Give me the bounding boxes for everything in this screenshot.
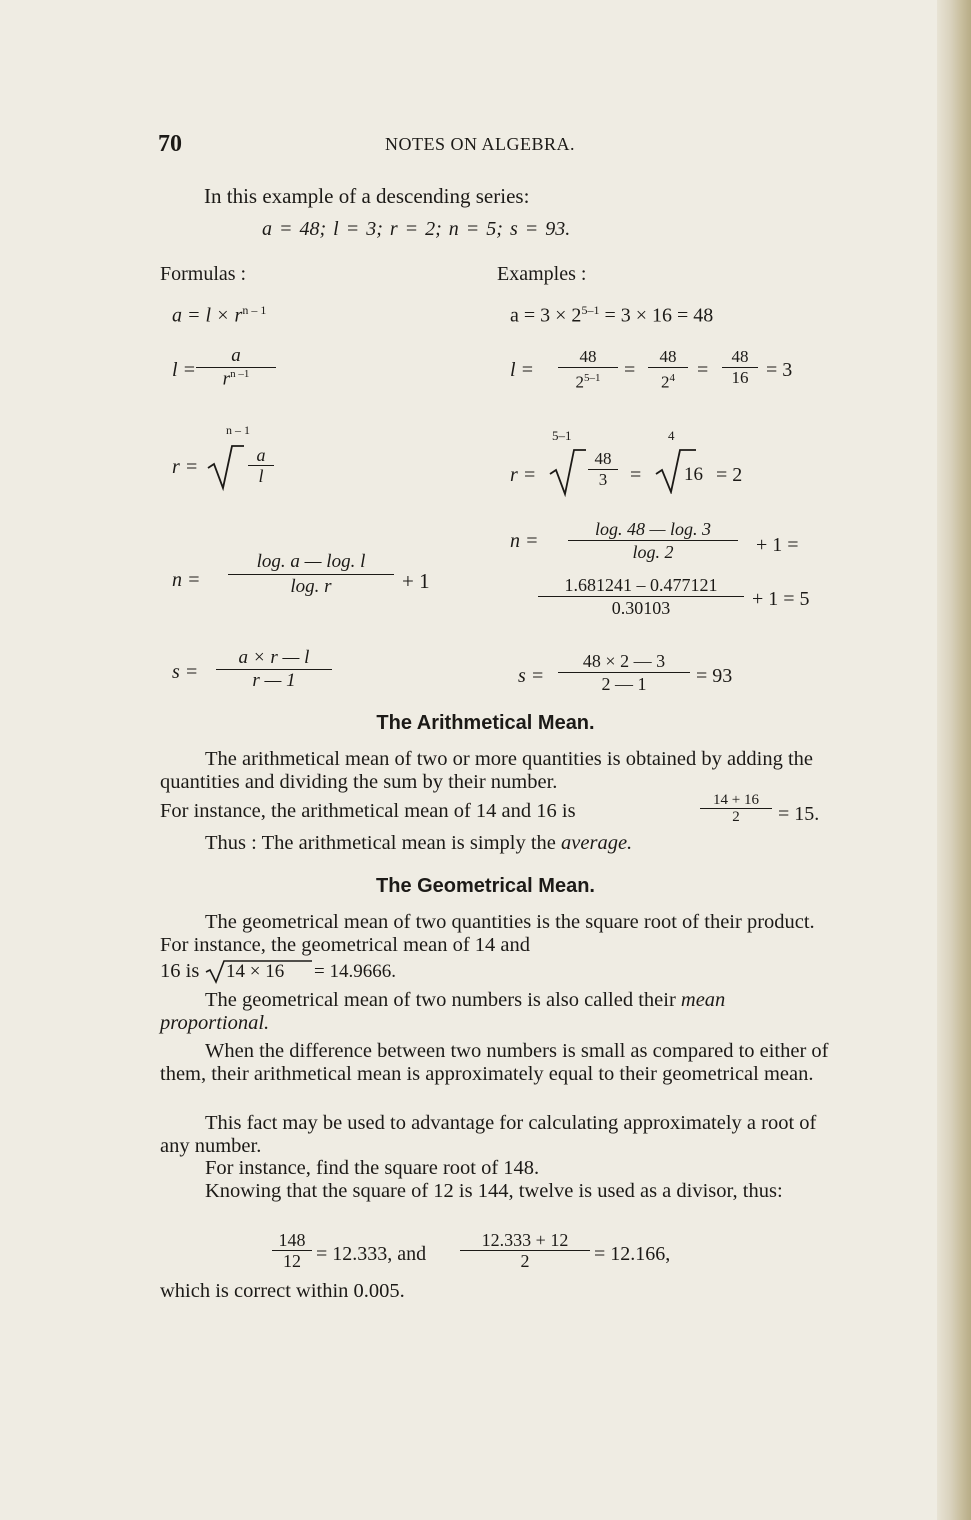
geometrical-mean-paragraph-1: The geometrical mean of two quantities is the square root of their product. For instance, the geometrical mean of 14 and: [160, 911, 815, 956]
formula-n-lhs: n =: [172, 569, 201, 591]
formula-l-den-exp: n –1: [230, 368, 250, 380]
geometrical-mean-paragraph-6: Knowing that the square of 12 is 144, twelve is used as a divisor, thus:: [205, 1180, 783, 1202]
example-n-num: log. 48 — log. 3: [594, 519, 711, 539]
formula-r-lhs: r =: [172, 456, 199, 478]
formula-n-num: log. a — log. l: [256, 551, 366, 572]
formula-n-den: log. r: [290, 576, 332, 597]
page-number: 70: [158, 131, 182, 157]
page-edge: [937, 0, 971, 1520]
formula-s-num: a × r — l: [238, 647, 310, 668]
example-n-den: log. 2: [632, 542, 674, 562]
example-r-mid: =: [630, 464, 642, 486]
example-log-den: 0.30103: [611, 598, 671, 618]
example-s-num: 48 × 2 — 3: [582, 651, 666, 671]
arith-p2-fraction: [700, 792, 772, 825]
example-r-result: = 2: [716, 464, 743, 486]
arith-p2-end: = 15.: [778, 803, 820, 825]
formula-r-den: l: [258, 466, 264, 486]
formula-l-den-base: r: [222, 368, 231, 390]
example-log-fraction: [538, 574, 744, 619]
arith-p2-den: 2: [732, 809, 740, 825]
example-a-text: a = 3 × 2: [510, 304, 582, 327]
formula-s-lhs: s =: [172, 661, 199, 683]
example-l-frac2: [648, 347, 688, 393]
arith-p2-start: For instance, the arithmetical mean of 14 and 16 is: [160, 800, 576, 822]
formula-l-den: [196, 368, 276, 390]
formula-r-index: n – 1: [226, 423, 250, 437]
example-l-eq1: =: [624, 359, 636, 381]
calc-fraction-1: [272, 1230, 312, 1271]
example-s-fraction: [558, 650, 690, 695]
geometrical-mean-line-3: [160, 960, 199, 983]
example-r-num: 48: [594, 449, 612, 468]
arith-p3-start: Thus : The arithmetical mean is simply the: [205, 832, 556, 854]
example-l-frac1-den-base: 2: [575, 372, 584, 392]
example-r-fraction: [588, 449, 618, 490]
example-s-tail: = 93: [696, 665, 733, 687]
example-n-fraction: [568, 518, 738, 563]
formula-l-lhs: l =: [172, 359, 197, 381]
example-a-tail: = 3 × 16 = 48: [604, 304, 714, 327]
example-a: [510, 303, 713, 328]
example-l-frac3-num: 48: [731, 347, 749, 366]
geometrical-mean-paragraph-7: which is correct within 0.005.: [160, 1280, 405, 1302]
geom-radicand: 14 × 16: [226, 961, 285, 982]
example-l-eq2: =: [697, 359, 709, 381]
formula-a-exponent: n – 1: [242, 303, 267, 317]
calc-f2-num: 12.333 + 12: [481, 1230, 569, 1250]
example-l-frac3-den: 16: [731, 368, 749, 387]
examples-label: Examples :: [497, 263, 587, 285]
formula-a-text: a = l × r: [172, 304, 243, 327]
example-l-frac2-num: 48: [659, 347, 677, 366]
formula-r-num: a: [256, 445, 266, 465]
formula-s-den: r — 1: [252, 670, 296, 691]
example-s-den: 2 — 1: [601, 674, 647, 694]
example-r-den: 3: [598, 470, 608, 489]
example-r-index2: 4: [668, 428, 675, 443]
example-log-tail: + 1 = 5: [752, 588, 810, 610]
geom-p1-line3-start: 16 is: [160, 960, 200, 982]
formula-r-radical-sign: [206, 440, 246, 492]
example-l-frac2-den-exp: 4: [669, 372, 675, 384]
example-s-lhs: s =: [518, 665, 545, 687]
example-n-tail: + 1 =: [756, 534, 799, 556]
arithmetical-mean-paragraph-3: [205, 832, 632, 855]
example-r-radicand2: 16: [684, 464, 703, 485]
geometrical-mean-heading: The Geometrical Mean.: [376, 875, 595, 897]
example-l-result: = 3: [766, 359, 793, 381]
example-l-frac3: [722, 347, 758, 388]
example-l-lhs: l =: [510, 359, 535, 381]
calc-end: = 12.166,: [594, 1243, 671, 1265]
formula-l-fraction: [196, 345, 276, 390]
arithmetical-mean-paragraph-2: [160, 800, 576, 823]
formulas-label: Formulas :: [160, 263, 247, 285]
calc-f1-den: 12: [283, 1251, 301, 1271]
geometrical-mean-paragraph-3: When the difference between two numbers is small as compared to either of them, their arithmetical mean is approximately equal to their geometrical mean.: [160, 1040, 829, 1085]
example-l-frac1-den-exp: 5–1: [584, 372, 601, 384]
arithmetical-mean-heading: The Arithmetical Mean.: [376, 712, 595, 734]
calc-f2-den: 2: [520, 1251, 530, 1271]
arithmetical-mean-paragraph-1: The arithmetical mean of two or more quantities is obtained by adding the quantities and dividing the sum by their number.: [160, 748, 813, 793]
formula-s-fraction: [216, 647, 332, 692]
example-l-frac1: [558, 347, 618, 393]
formula-r-fraction: [248, 445, 274, 486]
calc-f1-num: 148: [278, 1230, 306, 1250]
example-l-frac2-den-base: 2: [661, 372, 670, 392]
example-n-lhs: n =: [510, 530, 539, 552]
calc-fraction-2: [460, 1230, 590, 1271]
formula-n-tail: + 1: [402, 569, 430, 593]
example-r-lhs: r =: [510, 464, 537, 486]
example-r-radical-sign-1: [548, 444, 588, 498]
example-l-frac1-den: [558, 368, 618, 393]
running-title: NOTES ON ALGEBRA.: [385, 134, 576, 154]
example-r-index1: 5–1: [552, 428, 572, 443]
geom-p1-line3-end: = 14.9666.: [314, 961, 396, 982]
geom-p2-emphasis: mean proportional.: [160, 989, 726, 1034]
example-log-num: 1.681241 – 0.477121: [564, 575, 718, 595]
geom-p2-text: The geometrical mean of two numbers is also called their: [205, 989, 676, 1011]
example-a-exponent: 5–1: [581, 303, 600, 317]
geometrical-mean-paragraph-4: This fact may be used to advantage for calculating approximately a root of any number.: [160, 1112, 817, 1157]
arith-p2-num: 14 + 16: [713, 792, 759, 808]
intro-sentence: In this example of a descending series:: [204, 184, 530, 208]
calc-mid: = 12.333, and: [316, 1243, 427, 1265]
geometrical-mean-paragraph-2: [160, 989, 836, 1034]
geometrical-mean-paragraph-5: For instance, find the square root of 148.: [205, 1157, 540, 1179]
example-l-frac2-den: [648, 368, 688, 393]
formula-l-num: a: [231, 345, 241, 366]
formula-a: [172, 303, 266, 328]
arith-p3-emphasis: average.: [561, 832, 633, 854]
example-l-frac1-num: 48: [579, 347, 597, 366]
formula-n-fraction: [228, 550, 394, 599]
intro-givens: a = 48; l = 3; r = 2; n = 5; s = 93.: [262, 218, 571, 240]
